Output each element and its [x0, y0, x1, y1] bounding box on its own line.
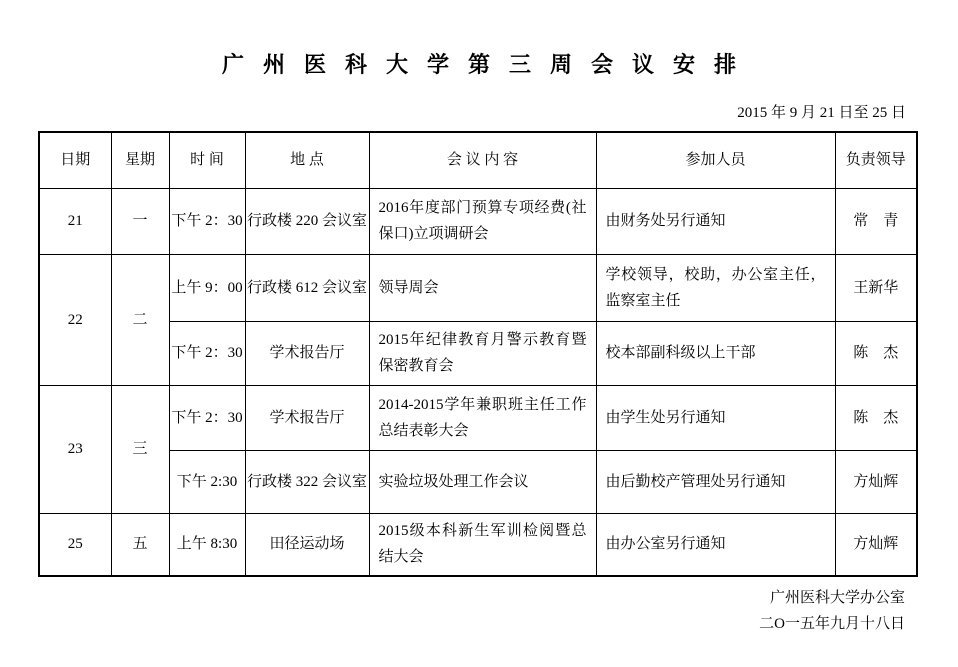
cell-leader: 王新华	[835, 254, 917, 321]
cell-place: 田径运动场	[245, 513, 369, 576]
header-cell-leader: 负责领导	[835, 132, 917, 188]
header-cell-content: 会 议 内 容	[369, 132, 596, 188]
cell-date: 25	[39, 513, 111, 576]
header-cell-week: 星期	[111, 132, 169, 188]
footer-org: 广州医科大学办公室	[769, 590, 905, 606]
table-header-row	[39, 132, 917, 188]
cell-leader: 陈 杰	[835, 321, 917, 385]
document-footer	[0, 585, 958, 637]
cell-time: 下午 2：30	[169, 385, 245, 450]
cell-content: 实验垃圾处理工作会议	[369, 450, 596, 513]
header-cell-participants: 参加人员	[596, 132, 835, 188]
header-cell-place: 地 点	[245, 132, 369, 188]
cell-leader: 陈 杰	[835, 385, 917, 450]
cell-time: 下午 2：30	[169, 321, 245, 385]
cell-place: 学术报告厅	[245, 321, 369, 385]
cell-week: 二	[111, 254, 169, 385]
cell-place: 学术报告厅	[245, 385, 369, 450]
cell-time: 下午 2:30	[169, 450, 245, 513]
cell-date: 22	[39, 254, 111, 385]
cell-week: 五	[111, 513, 169, 576]
table-row	[39, 254, 917, 321]
cell-participants: 由办公室另行通知	[596, 513, 835, 576]
cell-date: 23	[39, 385, 111, 513]
cell-time: 下午 2：30	[169, 188, 245, 254]
cell-leader: 常 青	[835, 188, 917, 254]
cell-place: 行政楼 612 会议室	[245, 254, 369, 321]
cell-participants: 学校领导，校助，办公室主任，监察室主任	[596, 254, 835, 321]
cell-time: 上午 9：00	[169, 254, 245, 321]
cell-date: 21	[39, 188, 111, 254]
date-range: 2015 年 9 月 21 日至 25 日	[737, 105, 906, 121]
cell-content: 2015级本科新生军训检阅暨总结大会	[369, 513, 596, 576]
cell-week: 一	[111, 188, 169, 254]
cell-leader: 方灿辉	[835, 450, 917, 513]
cell-participants: 由学生处另行通知	[596, 385, 835, 450]
cell-place: 行政楼 322 会议室	[245, 450, 369, 513]
cell-content: 2015年纪律教育月警示教育暨保密教育会	[369, 321, 596, 385]
cell-content: 领导周会	[369, 254, 596, 321]
table-row	[39, 450, 917, 513]
header-cell-date: 日期	[39, 132, 111, 188]
cell-content: 2014-2015学年兼职班主任工作总结表彰大会	[369, 385, 596, 450]
cell-place: 行政楼 220 会议室	[245, 188, 369, 254]
cell-leader: 方灿辉	[835, 513, 917, 576]
table-row	[39, 513, 917, 576]
cell-participants: 由财务处另行通知	[596, 188, 835, 254]
cell-time: 上午 8:30	[169, 513, 245, 576]
footer-date: 二O一五年九月十八日	[759, 616, 905, 632]
cell-participants: 校本部副科级以上干部	[596, 321, 835, 385]
cell-week: 三	[111, 385, 169, 513]
table-row	[39, 188, 917, 254]
cell-participants: 由后勤校产管理处另行通知	[596, 450, 835, 513]
table-row	[39, 321, 917, 385]
page-title: 广州医科大学第三周会议安排	[221, 52, 755, 77]
header-cell-time: 时 间	[169, 132, 245, 188]
meeting-schedule-table	[38, 131, 918, 577]
cell-content: 2016年度部门预算专项经费(社保口)立项调研会	[369, 188, 596, 254]
table-row	[39, 385, 917, 450]
